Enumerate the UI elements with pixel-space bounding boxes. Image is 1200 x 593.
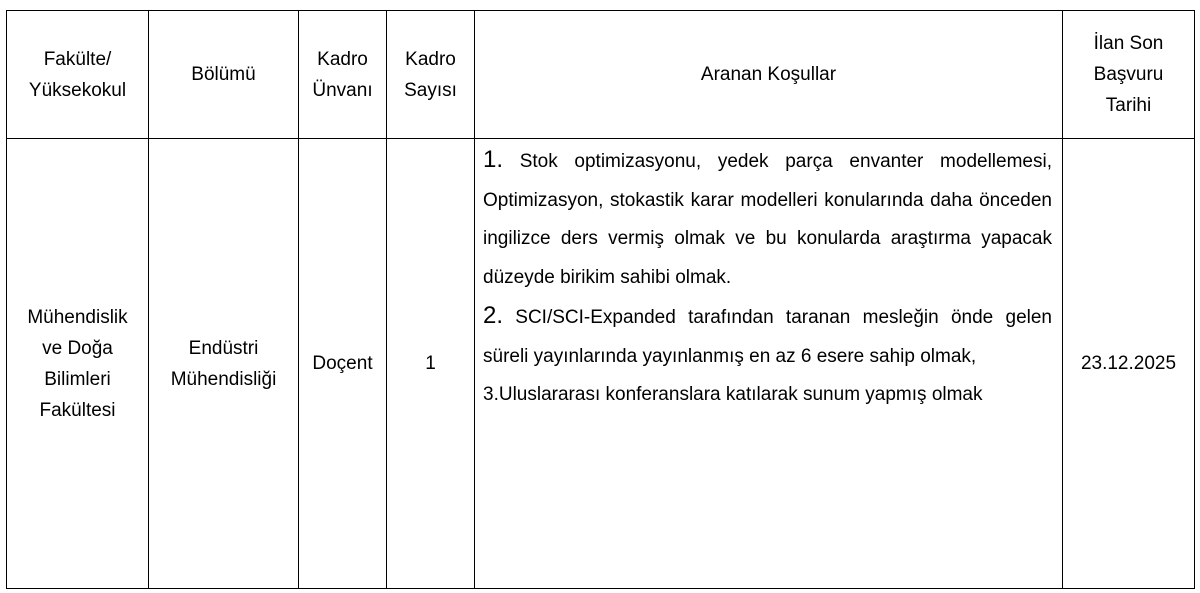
header-count-line: Sayısı: [404, 79, 457, 101]
header-deadline-line: Tarihi: [1105, 95, 1152, 116]
cell-department: [149, 139, 299, 589]
header-deadline: [1063, 11, 1195, 139]
condition-item: [483, 297, 1052, 376]
condition-text: SCI/SCI-Expanded tarafından taranan mesleğin önde gelen süreli yayınlarında yayınlanmış en az 6 esere sahip olmak,: [483, 307, 1052, 367]
header-title-line: Ünvanı: [312, 79, 373, 101]
cell-title: Doçent: [299, 139, 387, 589]
cell-faculty-line: ve Doğa: [42, 337, 113, 359]
condition-text: Stok optimizasyonu, yedek parça envanter modellemesi, Optimizasyon, stokastik karar modelleri konularında daha önceden ingilizce ders vermiş olmak ve bu konularda araştırma yapacak düzeyde birikim sahibi olmak.: [483, 151, 1052, 288]
cell-faculty-line: Fakültesi: [39, 399, 116, 421]
condition-number: 3.: [483, 384, 499, 405]
header-faculty-line: Fakülte/: [43, 48, 112, 70]
header-title-line: Kadro: [317, 48, 368, 70]
cell-department-line: Endüstri: [188, 337, 259, 359]
condition-item: [483, 141, 1052, 297]
condition-text: Uluslararası konferanslara katılarak sunum yapmış olmak: [498, 384, 983, 405]
cell-faculty-line: Bilimleri: [44, 368, 111, 390]
header-deadline-line: Başvuru: [1093, 64, 1164, 85]
table-row: [7, 139, 1195, 589]
header-faculty-line: Yüksekokul: [28, 79, 127, 101]
cell-faculty: [7, 139, 149, 589]
header-count: [387, 11, 475, 139]
header-department: [149, 11, 299, 139]
cell-conditions: [475, 139, 1063, 589]
header-deadline-line: İlan Son: [1093, 33, 1164, 54]
header-conditions: [475, 11, 1063, 139]
condition-number: 1.: [483, 146, 504, 173]
header-count-line: Kadro: [405, 48, 456, 70]
header-department-line: Bölümü: [191, 64, 256, 85]
cell-count: 1: [387, 139, 475, 589]
condition-number: 2.: [483, 302, 504, 329]
cell-deadline: 23.12.2025: [1063, 139, 1195, 589]
header-title: [299, 11, 387, 139]
header-faculty: [7, 11, 149, 139]
header-conditions-line: Aranan Koşullar: [700, 64, 837, 85]
cell-faculty-line: Mühendislik: [27, 306, 128, 328]
job-posting-table: [6, 10, 1195, 589]
condition-item: [483, 376, 1052, 415]
cell-department-line: Mühendisliği: [170, 368, 277, 390]
header-row: [7, 11, 1195, 139]
